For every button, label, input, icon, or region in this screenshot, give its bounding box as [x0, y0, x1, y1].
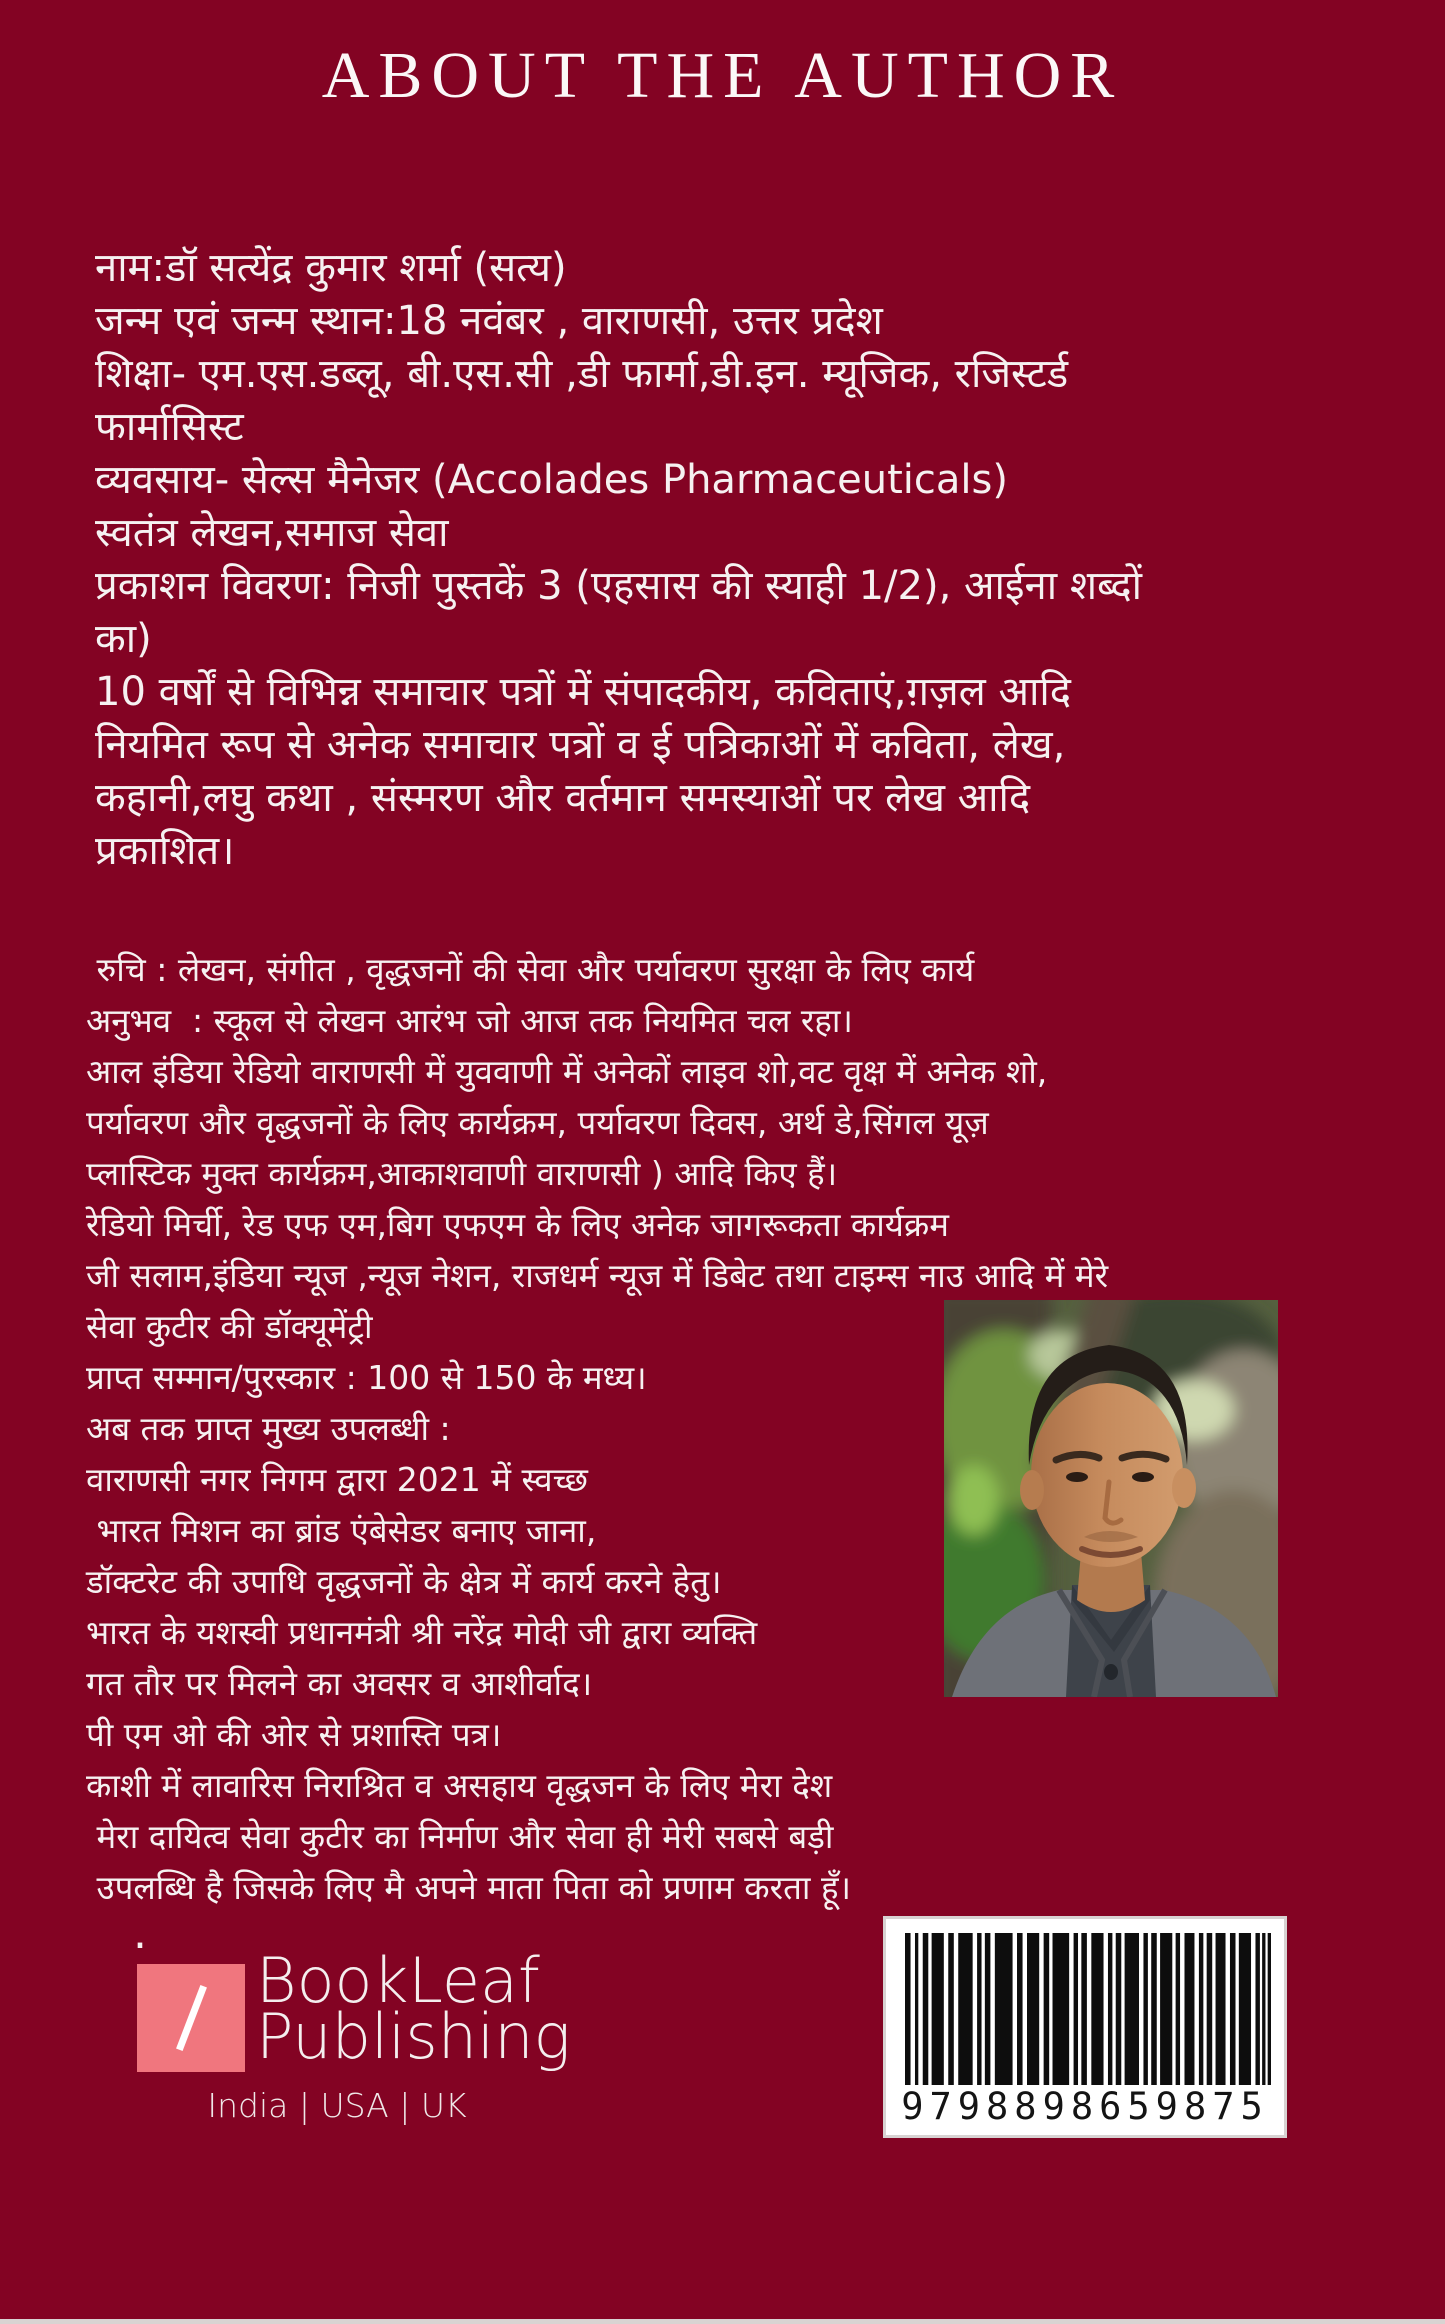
- details-line-2: अनुभव : स्कूल से लेखन आरंभ जो आज तक नियमित चल रहा।: [86, 1001, 853, 1040]
- details-line-19: उपलब्धि है जिसके लिए मै अपने माता पिता को प्रणाम करता हूँ।: [86, 1868, 851, 1907]
- details-line-3: आल इंडिया रेडियो वाराणसी में युववाणी में अनेकों लाइव शो,वट वृक्ष में अनेक शो,: [86, 1052, 1048, 1091]
- details-line-7: जी सलाम,इंडिया न्यूज ,न्यूज नेशन, राजधर्म न्यूज में डिबेट तथा टाइम्स नाउ आदि में मेरे: [86, 1256, 1109, 1295]
- intro-line-10: नियमित रूप से अनेक समाचार पत्रों व ई पत्रिकाओं में कविता, लेख,: [95, 722, 1066, 768]
- details-line-13: डॉक्टरेट की उपाधि वृद्धजनों के क्षेत्र में कार्य करने हेतु।: [86, 1562, 722, 1601]
- details-line-16: पी एम ओ की ओर से प्रशास्ति पत्र।: [86, 1715, 502, 1754]
- page-title: ABOUT THE AUTHOR: [321, 39, 1124, 112]
- stray-period: .: [133, 1908, 147, 1959]
- details-line-9: प्राप्त सम्मान/पुरस्कार : 100 से 150 के मध्य।: [86, 1358, 647, 1397]
- intro-line-12: प्रकाशित।: [95, 828, 235, 874]
- intro-line-11: कहानी,लघु कथा , संस्मरण और वर्तमान समस्याओं पर लेख आदि: [95, 775, 1031, 821]
- publisher-regions: India | USA | UK: [207, 2086, 467, 2125]
- publisher-name-line2: Publishing: [256, 2000, 571, 2073]
- intro-line-1: नाम:डॉ सत्येंद्र कुमार शर्मा (सत्य): [95, 245, 567, 291]
- details-line-17: काशी में लावारिस निराश्रित व असहाय वृद्धजन के लिए मेरा देश: [86, 1766, 833, 1805]
- details-line-11: वाराणसी नगर निगम द्वारा 2021 में स्वच्छ: [86, 1460, 588, 1499]
- isbn-number: 9798898659875: [901, 2085, 1269, 2128]
- intro-line-9: 10 वर्षों से विभिन्न समाचार पत्रों में संपादकीय, कविताएं,ग़ज़ल आदि: [95, 669, 1071, 715]
- intro-line-2: जन्म एवं जन्म स्थान:18 नवंबर , वाराणसी, उत्तर प्रदेश: [95, 298, 883, 344]
- publisher-name-line1: BookLeaf: [256, 1944, 540, 2017]
- intro-line-5: व्यवसाय- सेल्स मैनेजर (Accolades Pharmaceuticals): [95, 457, 1008, 503]
- intro-line-4: फार्मासिस्ट: [95, 404, 244, 450]
- details-line-10: अब तक प्राप्त मुख्य उपलब्धी :: [86, 1409, 451, 1448]
- barcode-bars: [905, 1933, 1271, 2085]
- details-line-4: पर्यावरण और वृद्धजनों के लिए कार्यक्रम, पर्यावरण दिवस, अर्थ डे,सिंगल यूज़: [86, 1103, 989, 1142]
- details-line-15: गत तौर पर मिलने का अवसर व आशीर्वाद।: [86, 1664, 593, 1703]
- intro-line-6: स्वतंत्र लेखन,समाज सेवा: [95, 510, 449, 556]
- author-portrait-graphic: [944, 1300, 1278, 1697]
- details-line-14: भारत के यशस्वी प्रधानमंत्री श्री नरेंद्र मोदी जी द्वारा व्यक्ति: [86, 1613, 758, 1652]
- slash-icon: [176, 1985, 207, 2051]
- author-intro-block: [95, 242, 1142, 878]
- isbn-barcode: [883, 1916, 1287, 2138]
- details-line-12: भारत मिशन का ब्रांड एंबेसेडर बनाए जाना,: [86, 1511, 597, 1550]
- details-line-6: रेडियो मिर्ची, रेड एफ एम,बिग एफएम के लिए अनेक जागरूकता कार्यक्रम: [86, 1205, 949, 1244]
- details-line-1: रुचि : लेखन, संगीत , वृद्धजनों की सेवा और पर्यावरण सुरक्षा के लिए कार्य: [86, 950, 975, 989]
- bookleaf-logo-icon: [137, 1964, 245, 2072]
- details-line-5: प्लास्टिक मुक्त कार्यक्रम,आकाशवाणी वाराणसी ) आदि किए हैं।: [86, 1154, 838, 1193]
- author-photo: [944, 1300, 1278, 1697]
- page-edge: [0, 2319, 1445, 2324]
- details-line-18: मेरा दायित्व सेवा कुटीर का निर्माण और सेवा ही मेरी सबसे बड़ी: [86, 1817, 834, 1856]
- intro-line-3: शिक्षा- एम.एस.डब्लू, बी.एस.सी ,डी फार्मा,डी.इन. म्यूजिक, रजिस्टर्ड: [95, 351, 1069, 397]
- intro-line-7: प्रकाशन विवरण: निजी पुस्तकें 3 (एहसास की स्याही 1/2), आईना शब्दों: [95, 563, 1142, 609]
- details-line-8: सेवा कुटीर की डॉक्यूमेंट्री: [86, 1307, 373, 1346]
- intro-line-8: का): [95, 616, 152, 662]
